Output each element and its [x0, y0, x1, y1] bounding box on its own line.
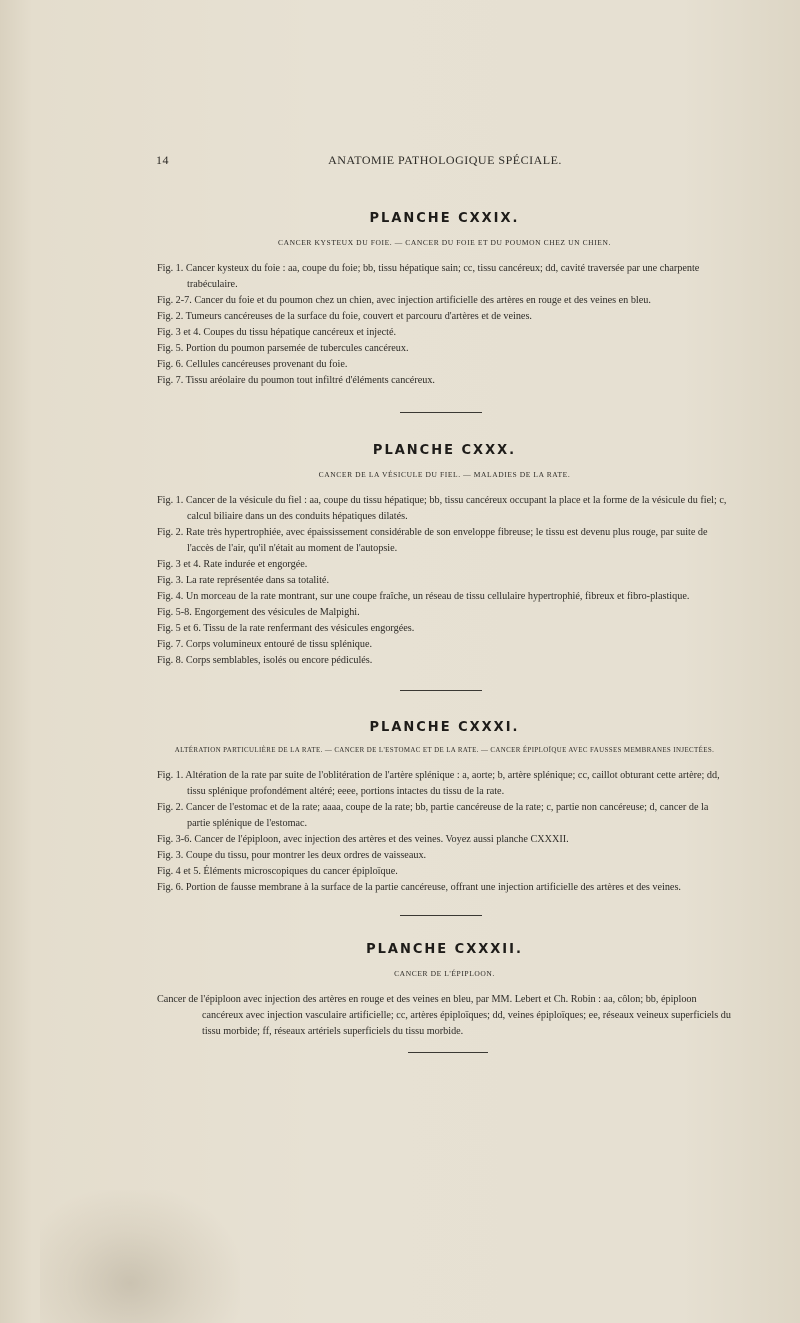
page-header	[0, 153, 800, 169]
plate-section-cxxix	[157, 211, 732, 389]
figure-entry: Fig. 3. La rate représentée dans sa totalité.	[157, 575, 329, 586]
figure-entry: Fig. 3. Coupe du tissu, pour montrer les deux ordres de vaisseaux.	[157, 850, 427, 861]
plate-section-cxxxii	[157, 942, 732, 1040]
section-divider	[400, 915, 482, 916]
figure-entry: Fig. 3-6. Cancer de l'épiploon, avec injection des artères et des veines. Voyez aussi planche CXXXII.	[157, 834, 569, 845]
figure-entry: Fig. 5-8. Engorgement des vésicules de Malpighi.	[157, 607, 360, 618]
plate-subtitle: CANCER KYSTEUX DU FOIE. — CANCER DU FOIE ET DU POUMON CHEZ UN CHIEN.	[278, 238, 611, 247]
figure-entry: Fig. 3 et 4. Rate indurée et engorgée.	[157, 559, 308, 570]
page-number: 14	[156, 153, 169, 167]
figure-entry: Fig. 1. Cancer de la vésicule du fiel : aa, coupe du tissu hépatique; bb, tissu cancéreux occupant la place et la forme de la vésicule du fiel; c, calcul biliaire dans un des conduits hépatiques dilatés.	[157, 495, 727, 522]
plate-subtitle: CANCER DE L'ÉPIPLOON.	[394, 969, 495, 978]
figure-entry: Fig. 2. Rate très hypertrophiée, avec épaississement considérable de son enveloppe fibreuse; le tissu est devenu plus rouge, par suite de l'accès de l'air, qu'il n'était au moment de l'autopsie.	[157, 527, 708, 554]
plate-section-cxxx	[157, 443, 732, 669]
figure-entry: Fig. 7. Tissu aréolaire du poumon tout infiltré d'éléments cancéreux.	[157, 375, 435, 386]
figure-entry: Fig. 1. Altération de la rate par suite de l'oblitération de l'artère splénique : a, aorte; b, artère splénique; cc, caillot obturant cette artère; dd, tissu splénique profondément altéré; eeee, portions intactes du tissu de la rate.	[157, 770, 720, 797]
figure-entry: Fig. 5 et 6. Tissu de la rate renfermant des vésicules engorgées.	[157, 623, 415, 634]
running-head: ANATOMIE PATHOLOGIQUE SPÉCIALE.	[328, 153, 562, 167]
plate-subtitle: ALTÉRATION PARTICULIÈRE DE LA RATE. — CANCER DE L'ESTOMAC ET DE LA RATE. — CANCER ÉPIPLOÏQUE AVEC FAUSSES MEMBRANES INJECTÉES.	[174, 747, 715, 754]
figure-list	[157, 768, 732, 896]
plate-title: PLANCHE CXXX.	[372, 443, 517, 458]
figure-entry: Fig. 2. Tumeurs cancéreuses de la surface du foie, couvert et parcouru d'artères et de veines.	[157, 311, 532, 322]
figure-entry: Fig. 6. Portion de fausse membrane à la surface de la partie cancéreuse, offrant une injection artificielle des artères et des veines.	[157, 882, 681, 893]
plate-title: PLANCHE CXXXII.	[366, 942, 523, 957]
plate-description: Cancer de l'épiploon avec injection des artères en rouge et des veines en bleu, par MM. Lebert et Ch. Robin : aa, côlon; bb, épiploon cancéreux avec injection vasculaire artificielle; cc, artères épiploïques; dd, veines épiploïques; ee, réseaux veineux superficiels du tissu morbide; ff, réseaux artériels superficiels du tissu morbide.	[157, 994, 731, 1037]
plate-section-cxxxi	[157, 720, 732, 896]
figure-list	[157, 261, 732, 389]
figure-entry: Fig. 1. Cancer kysteux du foie : aa, coupe du foie; bb, tissu hépatique sain; cc, tissu cancéreux; dd, cavité traversée par une charpente trabéculaire.	[157, 263, 700, 290]
plate-title: PLANCHE CXXIX.	[369, 211, 520, 226]
figure-entry: Fig. 7. Corps volumineux entouré de tissu splénique.	[157, 639, 373, 650]
figure-entry: Fig. 2-7. Cancer du foie et du poumon chez un chien, avec injection artificielle des artères en rouge et des veines en bleu.	[157, 295, 651, 306]
figure-entry: Fig. 4 et 5. Éléments microscopiques du cancer épiploïque.	[157, 866, 398, 877]
figure-entry: Fig. 5. Portion du poumon parsemée de tubercules cancéreux.	[157, 343, 409, 354]
water-stain	[40, 1190, 240, 1323]
section-divider	[400, 412, 482, 413]
figure-list	[157, 493, 732, 669]
figure-entry: Fig. 4. Un morceau de la rate montrant, sur une coupe fraîche, un réseau de tissu cellulaire hypertrophié, fibreux et fibro-plastique.	[157, 591, 690, 602]
section-divider	[408, 1052, 488, 1053]
plate-subtitle: CANCER DE LA VÉSICULE DU FIEL. — MALADIES DE LA RATE.	[318, 470, 571, 479]
section-divider	[400, 690, 482, 691]
plate-title: PLANCHE CXXXI.	[369, 720, 520, 735]
figure-entry: Fig. 2. Cancer de l'estomac et de la rate; aaaa, coupe de la rate; bb, partie cancéreuse de la rate; c, partie non cancéreuse; d, cancer de la partie splénique de l'estomac.	[157, 802, 709, 829]
figure-entry: Fig. 6. Cellules cancéreuses provenant du foie.	[157, 359, 348, 370]
figure-entry: Fig. 3 et 4. Coupes du tissu hépatique cancéreux et injecté.	[157, 327, 397, 338]
figure-entry: Fig. 8. Corps semblables, isolés ou encore pédiculés.	[157, 655, 373, 666]
